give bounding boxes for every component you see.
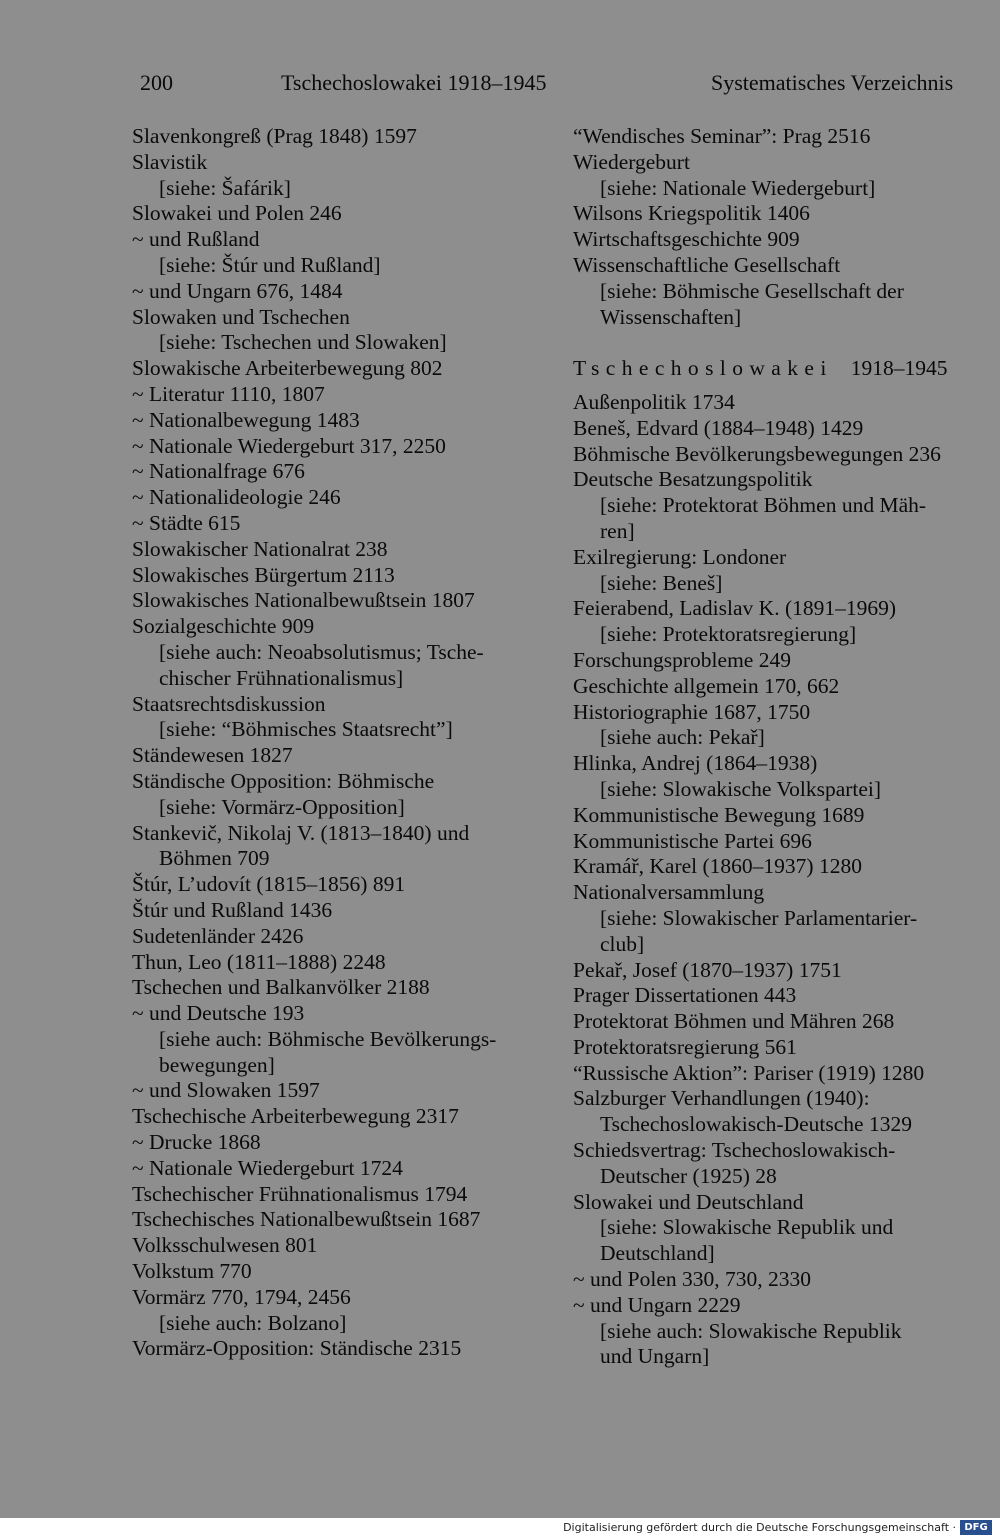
index-subentry: [siehe: Beneš] [600,570,723,595]
index-subentry: Deutschland] [600,1241,715,1266]
index-entry: Volkstum 770 [132,1259,252,1284]
index-subentry: [siehe auch: Neoabsolutismus; Tsche- [159,639,484,664]
index-subentry: [siehe: Vormärz-Opposition] [159,794,405,819]
index-entry: Slowakischer Nationalrat 238 [132,536,388,561]
index-entry: Tschechen und Balkanvölker 2188 [132,975,430,1000]
running-title: Tschechoslowakei 1918–1945 [281,70,547,95]
index-entry: ~ und Ungarn 2229 [573,1292,741,1317]
section-spacer [573,330,983,356]
index-entry: Slowakei und Deutschland [573,1189,804,1214]
index-entry: Pekař, Josef (1870–1937) 1751 [573,957,842,982]
index-entry: Štúr und Rußland 1436 [132,897,333,922]
index-entry: Kramář, Karel (1860–1937) 1280 [573,854,862,879]
index-entry: “Wendisches Seminar”: Prag 2516 [573,124,871,148]
index-entry: Prager Dissertationen 443 [573,983,797,1008]
index-entry: Deutsche Besatzungspolitik [573,467,813,492]
index-entry: “Russische Aktion”: Pariser (1919) 1280 [573,1060,925,1085]
index-subentry: und Ungarn] [600,1344,710,1369]
index-entry: Historiographie 1687, 1750 [573,699,811,724]
index-entry: Tschechischer Frühnationalismus 1794 [132,1181,468,1206]
index-entry: ~ und Ungarn 676, 1484 [132,278,343,303]
index-entry: ~ und Slowaken 1597 [132,1078,320,1103]
index-entry: Geschichte allgemein 170, 662 [573,673,840,698]
right-index-section-entries [573,390,983,1370]
index-entry: ~ Städte 615 [132,510,241,535]
index-subentry: [siehe: Slowakischer Parlamentarier- [600,905,918,930]
index-entry: Slavenkongreß (Prag 1848) 1597 [132,124,417,148]
index-entry: Kommunistische Bewegung 1689 [573,802,865,827]
index-entry: Slowakisches Bürgertum 2113 [132,562,395,587]
dfg-logo-icon: DFG [960,1520,992,1535]
index-subentry: [siehe: Böhmische Gesellschaft der [600,278,904,303]
index-entry: Kommunistische Partei 696 [573,828,812,853]
index-entry: Protektorat Böhmen und Mähren 268 [573,1009,895,1034]
index-subentry: [siehe: Slowakische Volkspartei] [600,776,882,801]
index-entry: Slowaken und Tschechen [132,304,350,329]
index-entry: Volksschulwesen 801 [132,1233,318,1258]
index-subentry: [siehe: Tschechen und Slowaken] [159,330,447,355]
index-entry: Slowakische Arbeiterbewegung 802 [132,356,443,381]
index-entry: Salzburger Verhandlungen (1940): [573,1086,870,1111]
index-entry: ~ Literatur 1110, 1807 [132,381,325,406]
index-subentry: Deutscher (1925) 28 [600,1163,777,1188]
index-entry: ~ Nationale Wiedergeburt 317, 2250 [132,433,446,458]
index-entry: ~ Nationale Wiedergeburt 1724 [132,1155,403,1180]
index-entry: Schiedsvertrag: Tschechoslowakisch- [573,1138,896,1163]
index-subentry: ren] [600,518,635,543]
index-entry: Slowakisches Nationalbewußtsein 1807 [132,588,475,613]
footer-credit: Digitalisierung gefördert durch die Deutsche Forschungsgemeinschaft · [563,1521,956,1534]
index-entry: Wiedergeburt [573,149,690,174]
index-entry: Sozialgeschichte 909 [132,614,315,639]
index-entry: Tschechische Arbeiterbewegung 2317 [132,1104,459,1129]
index-subentry: bewegungen] [159,1052,275,1077]
index-entry: ~ Nationalfrage 676 [132,459,305,484]
right-index-top-entries [573,124,983,330]
index-entry: ~ und Deutsche 193 [132,1001,305,1026]
index-entry: Feierabend, Ladislav K. (1891–1969) [573,596,897,621]
index-subentry: [siehe: Protektorat Böhmen und Mäh- [600,493,927,518]
index-subentry: Böhmen 709 [159,846,270,871]
index-entry: Štúr, L’udovít (1815–1856) 891 [132,872,406,897]
index-subentry: [siehe: Štúr und Rußland] [159,252,381,277]
index-entry: Wirtschaftsgeschichte 909 [573,227,800,252]
index-entry: Staatsrechtsdiskussion [132,691,326,716]
index-entry: Außenpolitik 1734 [573,389,735,414]
index-subentry: [siehe: “Böhmisches Staatsrecht”] [159,717,453,742]
index-entry: Hlinka, Andrej (1864–1938) [573,751,818,776]
index-entry: ~ und Rußland [132,227,260,252]
section-heading-title: Tschechoslowakei [573,356,833,381]
index-subentry: [siehe auch: Pekař] [600,725,765,750]
index-subentry: [siehe auch: Bolzano] [159,1310,347,1335]
index-subentry: club] [600,931,645,956]
index-subentry: [siehe: Šafárik] [159,175,291,200]
section-heading-gap [573,382,983,390]
index-entry: Forschungsprobleme 249 [573,647,791,672]
index-subentry: Tschechoslowakisch-Deutsche 1329 [600,1112,912,1137]
index-entry: Ständische Opposition: Böhmische [132,768,435,793]
index-entry: Vormärz 770, 1794, 2456 [132,1284,351,1309]
index-entry: ~ Drucke 1868 [132,1130,261,1155]
section-title: Systematisches Verzeichnis [711,70,954,95]
index-entry: Stankevič, Nikolaj V. (1813–1840) und [132,820,470,845]
index-entry: Sudetenländer 2426 [132,923,304,948]
index-subentry: [siehe auch: Böhmische Bevölkerungs- [159,1026,497,1051]
index-entry: Slowakei und Polen 246 [132,201,342,226]
index-entry: Ständewesen 1827 [132,743,293,768]
index-subentry: Wissenschaften] [600,304,742,329]
index-entry: Beneš, Edvard (1884–1948) 1429 [573,415,864,440]
left-index-column [132,124,552,1362]
index-subentry: [siehe: Nationale Wiedergeburt] [600,175,876,200]
right-index-column [573,124,983,1370]
index-subentry: [siehe: Slowakische Republik und [600,1215,894,1240]
index-entry: ~ Nationalideologie 246 [132,485,341,510]
index-entry: Wissenschaftliche Gesellschaft [573,252,841,277]
index-entry: ~ Nationalbewegung 1483 [132,407,360,432]
section-heading [573,356,983,382]
index-entry: ~ und Polen 330, 730, 2330 [573,1267,811,1292]
index-subentry: [siehe auch: Slowakische Republik [600,1318,902,1343]
digitization-footer [0,1518,1000,1538]
index-entry: Protektoratsregierung 561 [573,1034,797,1059]
page-number: 200 [140,70,173,95]
index-entry: Wilsons Kriegspolitik 1406 [573,201,810,226]
index-subentry: chischer Frühnationalismus] [159,665,404,690]
index-entry: Vormärz-Opposition: Ständische 2315 [132,1336,462,1361]
index-entry: Thun, Leo (1811–1888) 2248 [132,949,386,974]
index-entry: Tschechisches Nationalbewußtsein 1687 [132,1207,481,1232]
index-entry: Exilregierung: Londoner [573,544,787,569]
index-entry: Slavistik [132,149,208,174]
index-entry: Böhmische Bevölkerungsbewegungen 236 [573,441,941,466]
section-heading-years: 1918–1945 [850,356,948,381]
index-subentry: [siehe: Protektoratsregierung] [600,622,857,647]
index-entry: Nationalversammlung [573,880,765,905]
